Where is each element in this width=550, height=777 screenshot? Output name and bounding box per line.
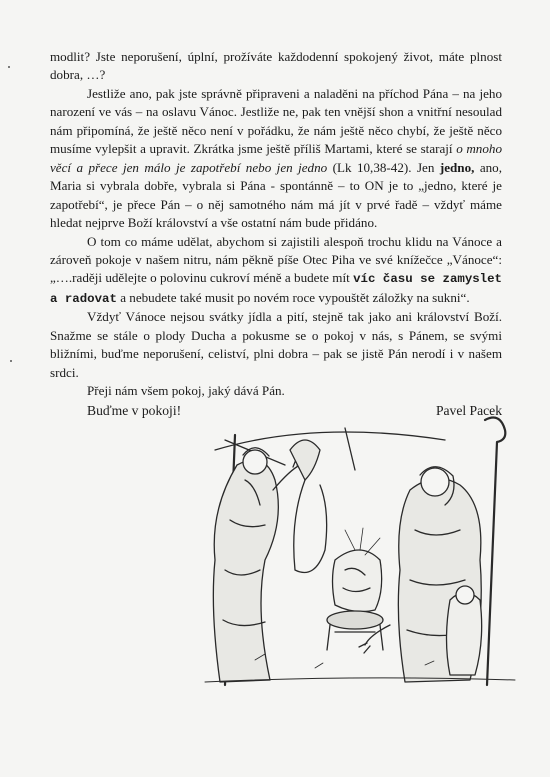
paragraph [50,308,502,382]
left-shepherd [213,460,278,682]
author-signature: Pavel Pacek [435,402,502,418]
text-segment: o mnoho věcí a přece jen málo je zapotřebí nebo jen jedno [50,141,502,175]
paragraph [50,48,502,85]
text-segment: jedno, [439,159,475,175]
text-segment: modlit? Jste neporušení, úplní, prožíváte každodenní spokojený život, máte plnost dobra, …? [50,49,502,83]
closing-greeting: Buďme v pokoji! [87,402,182,418]
mary-figure [333,550,382,612]
text-segment: (Lk 10,38-42). Jen [327,159,440,175]
shepherd-crook-right [485,418,505,685]
paragraph [50,233,502,309]
article-body [50,48,502,420]
text-segment: Jestliže ano, pak jste správně připraveni a naladěni na příchod Pána – na jeho narození ve vás – na oslavu Vánoc. Jestliže ne, pak ten vnější shon a vnitřní nesoulad nám připomíná, že ještě něco není v pořádku, že nám ještě něco chybí, že ještě něco musíme vylepšit a upravit. Zkrátka jsme ještě příliš Martami, které se starají [50,85,502,157]
scan-speck [10,360,12,362]
nativity-illustration [195,410,525,690]
scan-speck [8,66,10,68]
paragraph [50,382,502,400]
stable-roof-line [215,432,445,450]
text-segment: ano, Maria si vybrala dobře, vybrala si Pána - spontánně – to ON je to „jedno, které je zapotřebí“, je přece Pán – o něj samotného nám má jít v prvé řadě – vždyť máme hledat nejprve Boží království a vše ostatní nám bude přidáno. [50,159,502,231]
text-segment: O tom co máme udělat, abychom si zajistili alespoň trochu klidu na Vánoce a zároveň pokoje v našem nitru, nám pěkně píše Otec Piha ve své knížečce „Vánoce“: „….raději udělejte o polovinu cukroví méně a budete mít [50,233,502,286]
text-segment: Přeji nám všem pokoj, jaký dává Pán. [87,383,285,399]
text-segment: Vždyť Vánoce nejsou svátky jídla a pití, stejně tak jako ani království Boží. Snažme se stále o plody Ducha a pokusme se o pokoj v nás, s Pánem, se svými bližními, buďme neporušení, celiství, plni dobra – pak se jistě Pán nerodí i v našem srdci. [50,309,502,380]
manger [327,611,383,629]
text-segment: víc času se zamyslet a radovat [50,272,502,306]
paragraph [50,85,502,233]
text-segment: a nebudete také musit po novém roce vypouštět záložky na sukni“. [116,289,470,305]
